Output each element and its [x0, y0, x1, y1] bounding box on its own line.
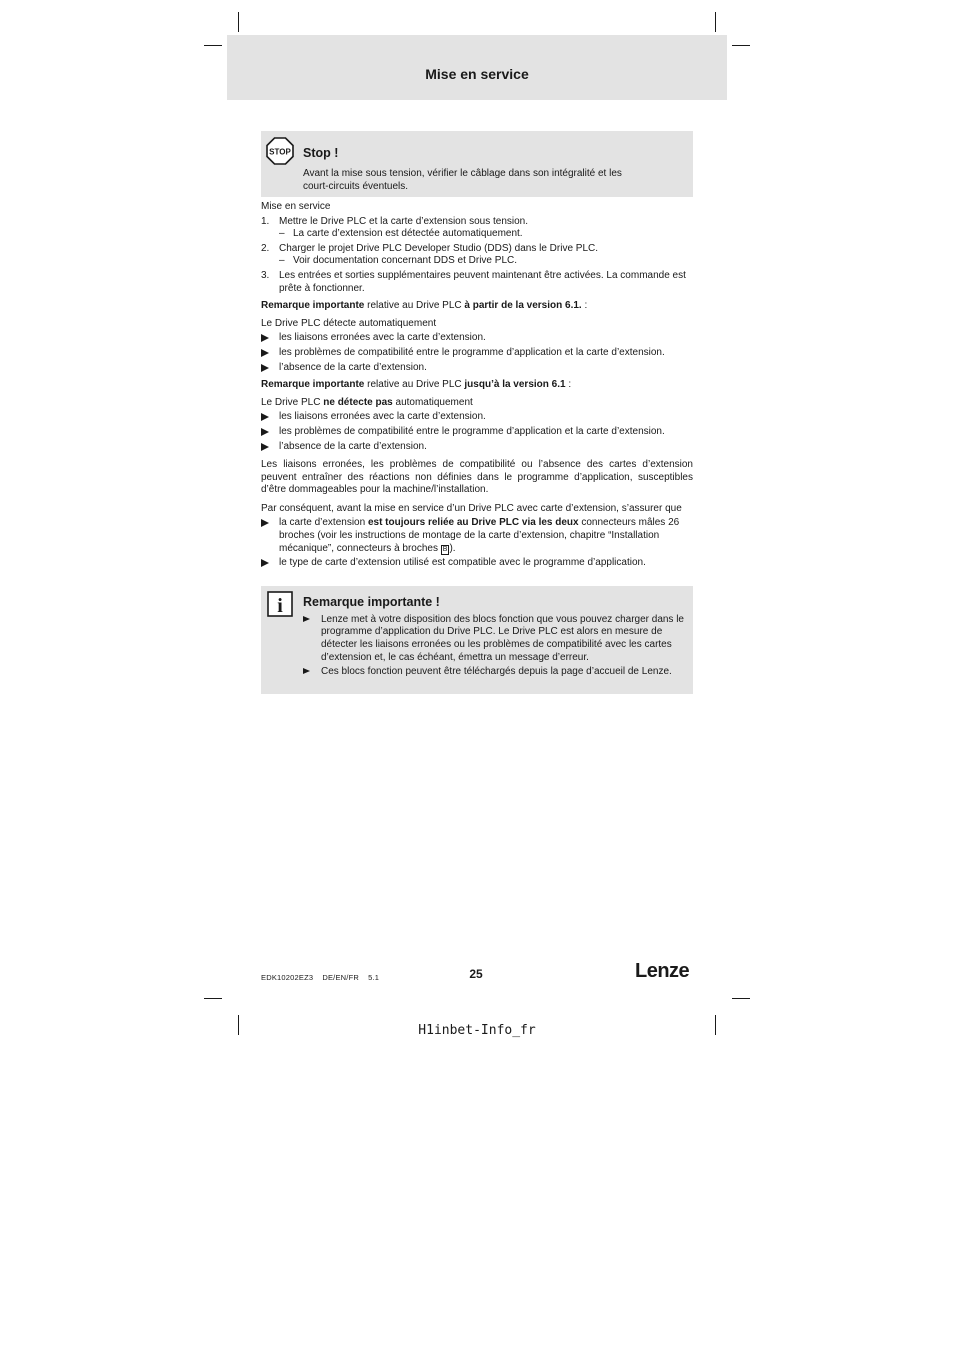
- detects-list: [261, 332, 693, 374]
- page-number: 25: [469, 967, 483, 981]
- ensure-paragraph: Par conséquent, avant la mise en service d’un Drive PLC avec carte d’extension, s’assurer que: [261, 502, 682, 514]
- arrow-bullet-icon: [261, 559, 269, 567]
- doc-code: EDK10202EZ3 DE/EN/FR 5.1: [261, 973, 380, 982]
- crop-mark: [732, 45, 750, 46]
- stop-sign-icon: [266, 137, 294, 165]
- list-item: la carte d’extension est toujours reliée au Drive PLC via les deux connecteurs mâles 26 broches (voir les instructions de montage de la carte d’extension, chapitre “Installation mécanique”, connecteurs à broches B ).: [261, 517, 693, 555]
- arrow-bullet-icon: [303, 668, 310, 674]
- page-content: [261, 131, 693, 694]
- arrow-bullet-icon: [261, 443, 269, 451]
- crop-mark: [204, 45, 222, 46]
- crop-mark: [732, 998, 750, 999]
- list-item: l’absence de la carte d’extension.: [261, 362, 693, 375]
- crop-mark: [204, 998, 222, 999]
- filename-label: H1inbet-Info_fr: [418, 1023, 536, 1038]
- crop-mark: [238, 12, 239, 32]
- consequences-paragraph: Les liaisons erronées, les problèmes de compatibilité ou l’absence des cartes d’extension peuvent entraîner des réactions non définies dans le programme d’application, susceptibles d’être dommageables pour la machine/l’installation.: [261, 459, 693, 496]
- list-item: les problèmes de compatibilité entre le programme d’application et la carte d’extension.: [261, 426, 693, 439]
- info-icon: [267, 591, 293, 617]
- section-label: Mise en service: [261, 201, 331, 212]
- svg-text:STOP: STOP: [269, 147, 291, 157]
- remark-until-6-1: Remarque importante relative au Drive PLC jusqu’à la version 6.1 :: [261, 379, 572, 391]
- not-detects-line: Le Drive PLC ne détecte pas automatiquement: [261, 396, 473, 408]
- pin-ref-badge: B: [442, 545, 448, 553]
- list-item: les problèmes de compatibilité entre le programme d’application et la carte d’extension.: [261, 347, 693, 360]
- steps-list: [261, 216, 693, 296]
- list-item: les liaisons erronées avec la carte d’extension.: [261, 411, 693, 424]
- list-item: les liaisons erronées avec la carte d’extension.: [261, 332, 693, 345]
- step-item: 2. Charger le projet Drive PLC Developer Studio (DDS) dans le Drive PLC. – Voir documentation concernant DDS et Drive PLC.: [261, 242, 599, 267]
- stop-title: Stop !: [303, 146, 339, 160]
- stop-box: [261, 131, 693, 197]
- not-detects-list: [261, 411, 693, 453]
- lenze-logo: Lenze: [635, 960, 690, 982]
- ensure-list: [261, 517, 693, 569]
- svg-text:i: i: [277, 594, 283, 617]
- remark-from-6-1: Remarque importante relative au Drive PLC à partir de la version 6.1. :: [261, 300, 588, 312]
- list-item: le type de carte d’extension utilisé est compatible avec le programme d’application.: [261, 557, 693, 570]
- detects-line: Le Drive PLC détecte automatiquement: [261, 317, 437, 329]
- info-box: [261, 586, 693, 694]
- arrow-bullet-icon: [303, 616, 310, 622]
- page-header: [227, 35, 727, 100]
- step-item: 3. Les entrées et sorties supplémentaires peuvent maintenant être activées. La commande est prête à fonctionner.: [261, 269, 686, 294]
- list-item: Lenze met à votre disposition des blocs fonction que vous pouvez charger dans le programme d’application du Drive PLC. Le Drive PLC est alors en mesure de détecter les liaisons erronées ou les problèmes de compatibilité avec les cartes d’extension et, le cas échéant, émettra un message d’erreur.: [303, 614, 688, 664]
- arrow-bullet-icon: [261, 364, 269, 372]
- info-list: [303, 614, 688, 679]
- stop-text: Avant la mise sous tension, vérifier le câblage dans son intégralité et les court-circuits éventuels.: [303, 168, 622, 192]
- arrow-bullet-icon: [261, 349, 269, 357]
- arrow-bullet-icon: [261, 519, 269, 527]
- page-title: Mise en service: [425, 66, 529, 82]
- list-item: Ces blocs fonction peuvent être téléchargés depuis la page d’accueil de Lenze.: [303, 666, 688, 679]
- step-item: 1. Mettre le Drive PLC et la carte d’extension sous tension. – La carte d’extension est détectée automatiquement.: [261, 215, 529, 240]
- arrow-bullet-icon: [261, 428, 269, 436]
- list-item: l’absence de la carte d’extension.: [261, 441, 693, 454]
- crop-mark: [715, 12, 716, 32]
- info-title: Remarque importante !: [303, 594, 440, 609]
- arrow-bullet-icon: [261, 413, 269, 421]
- arrow-bullet-icon: [261, 334, 269, 342]
